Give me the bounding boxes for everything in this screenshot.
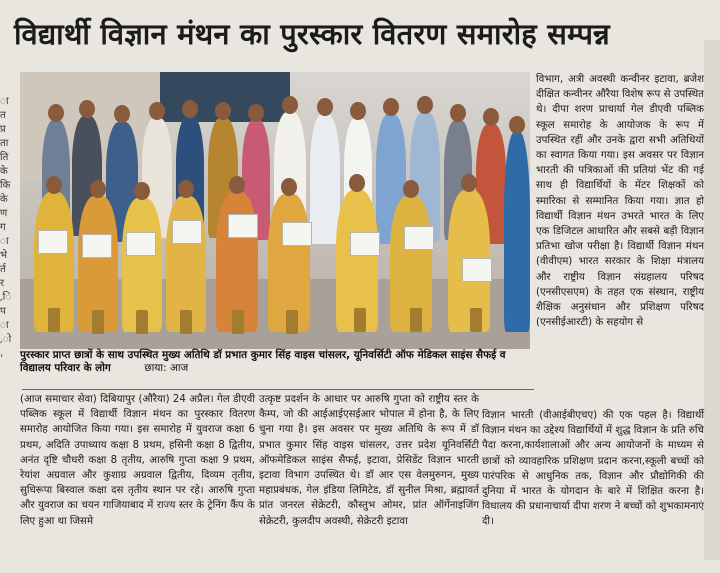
photo-trophy (136, 310, 148, 334)
article-column-2-paragraph: उत्कृष्ट प्रदर्शन के आधार पर आरुषि गुप्ता को राष्ट्रीय स्तर के कैम्प, जो की आईआईएसईआर भोपाल में होना है, के लिए चुना गया है। इस अवसर पर मुख्य अतिथि के रूप में डॉ प्रभात कुमार सिंह वाइस चांसलर, उत्तर प्रदेश यूनिवर्सिटी ऑफमेडिकल साइंस सैफई, इटावा, प्रेसिडेंट विज्ञान भारती इटावा विभाग उपस्थित थे। डॉ आर एस वेलमुरुगन, मुख्य महाप्रबंधक, गेल इंडिया लिमिटेड, डॉ सुनील मिश्रा, ब्रह्मावर्त प्रांत जनरल सेक्रेटरी, कौस्तुभ ओमर, प्रांत ऑर्गेनाइजिंग सेक्रेटरी, कुलदीप अवस्थी, सेक्रेटरी इटावा (259, 394, 479, 527)
photo-head (46, 176, 62, 194)
photo-certificate (350, 232, 380, 256)
photo-trophy (232, 310, 244, 334)
photo-trophy (48, 308, 60, 332)
article-column-1 (20, 392, 255, 570)
article-column-3-paragraph: विज्ञान भारती (वीआईबीएचए) की एक पहल है। विद्यार्थी विज्ञान मंथन का उद्देश्य विद्यार्थियों में शुद्ध विज्ञान के प्रति रुचि पैदा करना,कार्यशालाओं और अन्य आयोजनों के माध्यम से छात्रों को व्यावहारिक प्रशिक्षण प्रदान करना,स्कूली बच्चों को पारंपरिक से आधुनिक तक, विज्ञान और प्रौद्योगिकी की दुनिया में भारत के योगदान के बारे में शिक्षित करना है।विधालय की प्रधानाचार्या दीपा शरण ने बच्चों को शुभकामनाएं दी। (482, 410, 704, 528)
photo-head (282, 96, 298, 114)
photo-head (248, 104, 264, 122)
photo-head (317, 98, 333, 116)
photo-head (483, 108, 499, 126)
photo-head (178, 180, 194, 198)
photo-trophy (470, 308, 482, 332)
photo-head (383, 98, 399, 116)
group-photo (20, 72, 530, 349)
article-column-2 (259, 392, 479, 570)
photo-head (281, 178, 297, 196)
photo-certificate (282, 222, 312, 246)
photo-head (114, 105, 130, 123)
photo-person (504, 132, 530, 332)
right-column-paragraph: विभाग, अत्री अवस्थी कन्वीनर इटावा, ब्रजेश दीक्षित कन्वीनर औरैया विशेष रूप से उपस्थित थे। दीपा शरण प्राचार्या गेल डीएवी पब्लिक स्कूल समारोह के आयोजक के रूप में उपस्थित रहीं और उनके द्वारा सभी अतिथियों का स्वागत किया गया। इस अवसर पर विज्ञान भारती की पत्रिकाओं की प्रतियां भेंट की गई साथ ही विद्यार्थियों के मेंटर शिक्षकों को स्मारिका से सम्मानित किया गया। ज्ञात हो विद्यार्थी विज्ञान मंथन उभरते भारत के लिए एक डिजिटल आधारित और सबसे बड़ी विज्ञान प्रतिभा खोज परीक्षा है। विद्यार्थी विज्ञान मंथन (वीवीएम) भारत सरकार के शिक्षा मंत्रालय और राष्ट्रीय विज्ञान संग्रहालय परिषद (एनसीएसएम) के तहत एक संस्थान, राष्ट्रीय शैक्षिक अनुसंधान और प्रशिक्षण परिषद (एनसीईआरटी) के सहयोग से (536, 74, 704, 329)
photo-certificate (82, 234, 112, 258)
photo-credit: छाया: आज (144, 362, 189, 374)
article-column-1-paragraph: (आज समाचार सेवा) दिबियापुर (औरैया) 24 अप्रैल। गेल डीएवी पब्लिक स्कूल में विद्यार्थी विज्ञान मंथन का पुरस्कार वितरण समारोह आयोजित किया गया। इस समारोह में युवराज कक्षा 6 प्रथम, अदिति उपाध्याय कक्षा 8 प्रथम, हसिनी कक्षा 8 द्वितीय, अनंत दृष्टि चौधरी कक्षा 8 तृतीय, आरुषि गुप्ता कक्षा 9 प्रथम, रेयांश अग्रवाल और कुशाग्र अग्रवाल द्वितीय, दिव्यम तृतीय, सुधिरूपा बिस्वाल कक्षा दस तृतीय स्थान पर रहे। आरुषि गुप्ता और युवराज का चयन गाजियाबाद में राज्य स्तर के ट्रेनिंग कैंप के लिए हुआ था जिसमे (20, 394, 255, 527)
photo-head (509, 116, 525, 134)
photo-head (461, 174, 477, 192)
photo-head (48, 104, 64, 122)
photo-head (182, 100, 198, 118)
photo-trophy (410, 308, 422, 332)
caption-divider (22, 389, 534, 390)
photo-certificate (228, 214, 258, 238)
photo-certificate (404, 226, 434, 250)
photo-trophy (354, 308, 366, 332)
photo-head (450, 104, 466, 122)
photo-head (149, 102, 165, 120)
photo-head (215, 102, 231, 120)
photo-head (134, 182, 150, 200)
photo-head (79, 100, 95, 118)
photo-certificate (126, 232, 156, 256)
photo-caption (20, 349, 532, 387)
photo-certificate (462, 258, 492, 282)
right-adjacent-column (704, 40, 720, 560)
photo-certificate (172, 220, 202, 244)
photo-head (90, 180, 106, 198)
photo-head (349, 174, 365, 192)
photo-head (350, 102, 366, 120)
left-margin-text: ा त प्र ता ति के कि के ण ग ा भे र्त र ,ि प ा ,ो , (0, 96, 12, 359)
headline: विद्यार्थी विज्ञान मंथन का पुरस्कार वितरण समारोह सम्पन्न (14, 17, 610, 51)
right-column-text (536, 72, 704, 410)
photo-certificate (38, 230, 68, 254)
photo-trophy (92, 310, 104, 334)
photo-trophy (180, 310, 192, 334)
photo-head (403, 180, 419, 198)
photo-head (417, 96, 433, 114)
photo-trophy (286, 310, 298, 334)
article-column-3 (482, 408, 704, 570)
photo-person (310, 114, 340, 244)
photo-caption-text: पुरस्कार प्राप्त छात्रों के साथ उपस्थित मुख्य अतिथि डॉ प्रभात कुमार सिंह वाइस चांसलर, यूनिवर्सिटी ऑफ मेडिकल साइंस सैफई व विद्यालय परिवार के लोग (20, 349, 506, 374)
photo-head (229, 176, 245, 194)
